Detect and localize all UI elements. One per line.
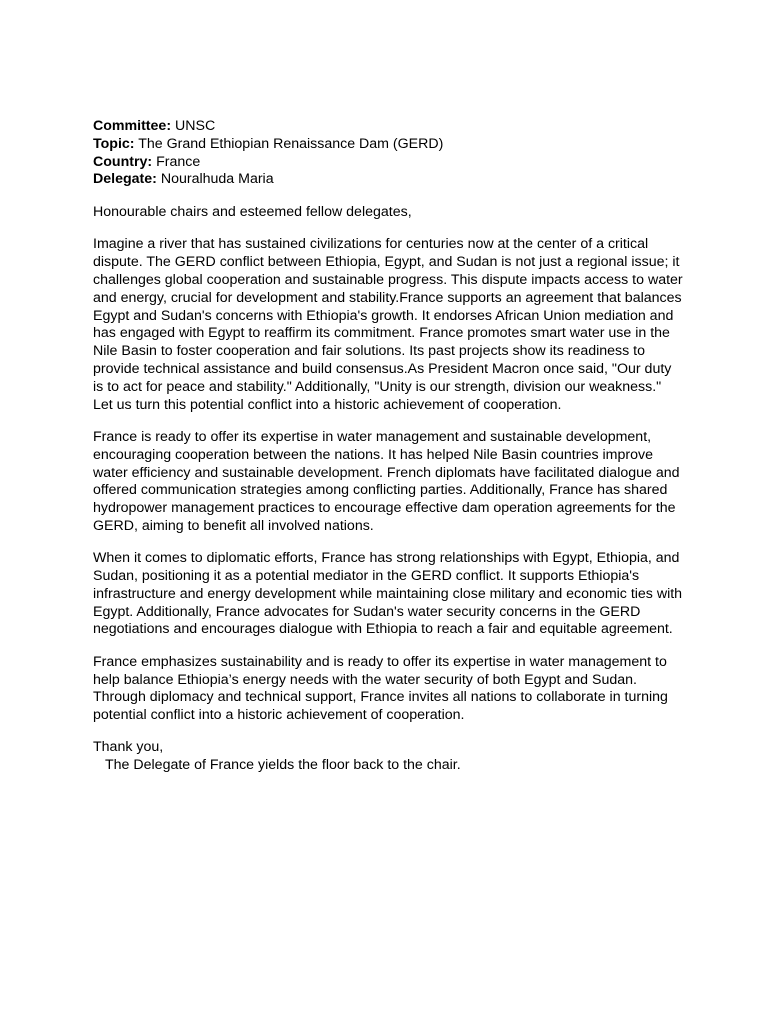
paragraph-diplomacy: When it comes to diplomatic efforts, France has strong relationships with Egypt, Ethiopia, and Sudan, positioning it as a potential mediator in the GERD conflict. It supports Ethiopia's infrastructure and energy development while maintaining close military and economic ties with Egypt. Additionally, France advocates for Sudan's water security concerns in the GERD negotiations and encourages dialogue with Ethiopia to reach a fair and equitable agreement. [93, 550, 683, 638]
paragraph-introduction: Imagine a river that has sustained civilizations for centuries now at the center of a critical dispute. The GERD conflict between Ethiopia, Egypt, and Sudan is not just a regional issue; it challenges global cooperation and sustainable progress. This dispute impacts access to water and energy, crucial for development and stability.France supports an agreement that balances Egypt and Sudan's concerns with Ethiopia's growth. It endorses African Union mediation and has engaged with Egypt to reaffirm its commitment. France promotes smart water use in the Nile Basin to foster cooperation and fair solutions. Its past projects show its readiness to provide technical assistance and build consensus.As President Macron once said, "Our duty is to act for peace and stability." Additionally, "Unity is our strength, division our weakness." Let us turn this potential conflict into a historic achievement of cooperation. [93, 236, 683, 413]
delegate-line [93, 171, 683, 189]
topic-line [93, 136, 683, 154]
document-header [93, 118, 683, 189]
country-line [93, 154, 683, 172]
position-paper [93, 118, 683, 775]
delegate-label: Delegate: [93, 171, 157, 188]
topic-value: The Grand Ethiopian Renaissance Dam (GERD) [138, 135, 444, 152]
country-label: Country: [93, 153, 153, 170]
committee-line [93, 118, 683, 136]
paragraph-expertise: France is ready to offer its expertise in water management and sustainable development, encouraging cooperation between the nations. It has helped Nile Basin countries improve water efficiency and sustainable development. French diplomats have facilitated dialogue and offered communication strategies among conflicting parties. Additionally, France has shared hydropower management practices to encourage effective dam operation agreements for the GERD, aiming to benefit all involved nations. [93, 428, 680, 534]
paragraph-conclusion: France emphasizes sustainability and is ready to offer its expertise in water management to help balance Ethiopia’s energy needs with the water security of both Egypt and Sudan. Through diplomacy and technical support, France invites all nations to collaborate in turning potential conflict into a historic achievement of cooperation. [93, 653, 668, 724]
committee-label: Committee: [93, 118, 172, 134]
committee-value: UNSC [175, 118, 216, 134]
topic-label: Topic: [93, 135, 135, 152]
country-value: France [156, 153, 201, 170]
delegate-value: Nouralhuda Maria [160, 171, 274, 188]
closing-line: Thank you, [93, 739, 164, 756]
salutation: Honourable chairs and esteemed fellow delegates, [93, 204, 412, 221]
yield-line: The Delegate of France yields the floor back to the chair. [105, 757, 461, 774]
